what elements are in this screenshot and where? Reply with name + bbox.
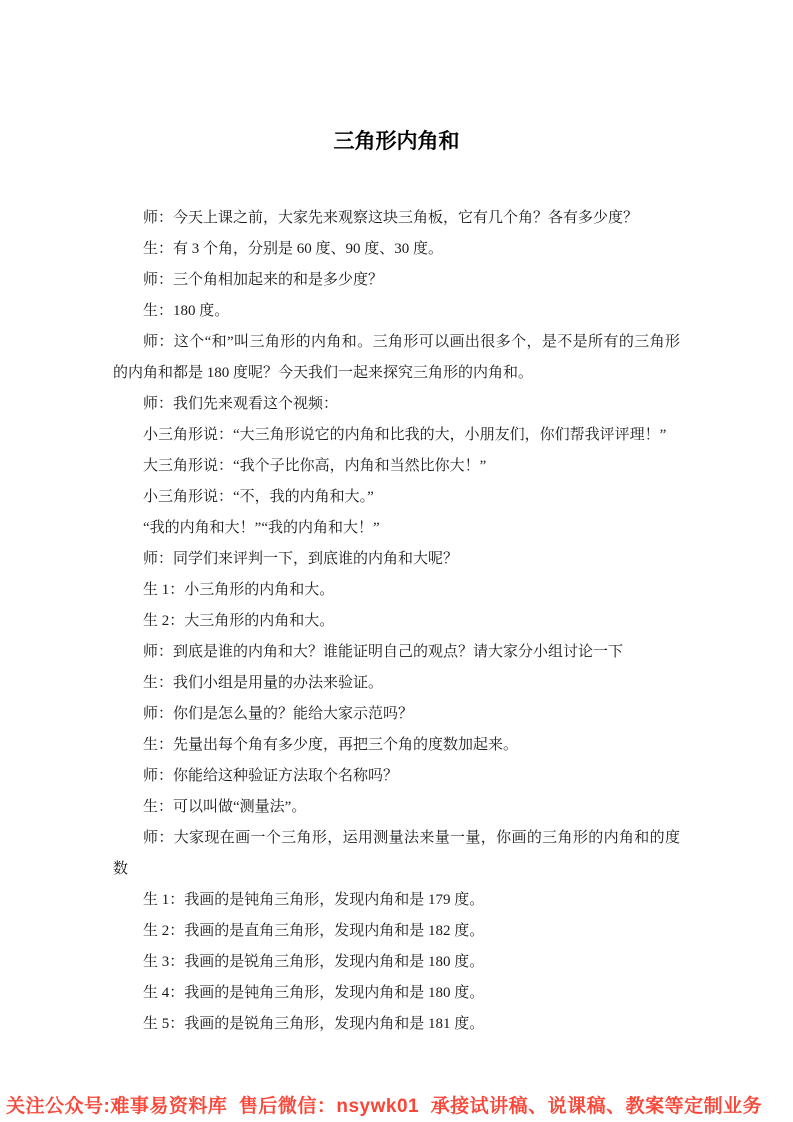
document-body [0, 203, 793, 1040]
paragraph: 师：我们先来观看这个视频： [143, 396, 339, 412]
paragraph: 生 3：我画的是锐角三角形，发现内角和是 180 度。 [143, 954, 485, 970]
paragraph: 师：大家现在画一个三角形，运用测量法来量一量，你画的三角形的内角和的度数 [113, 830, 680, 877]
paragraph: 生：我们小组是用量的办法来验证。 [143, 675, 384, 691]
paragraph: 生 4：我画的是钝角三角形，发现内角和是 180 度。 [143, 985, 485, 1001]
paragraph: 生 1：小三角形的内角和大。 [143, 582, 335, 598]
paragraph: 生：有 3 个角，分别是 60 度、90 度、30 度。 [143, 241, 444, 257]
paragraph: 生 2：我画的是直角三角形，发现内角和是 182 度。 [143, 923, 485, 939]
paragraph: 生：可以叫做“测量法”。 [143, 799, 307, 815]
paragraph: 师：你能给这种验证方法取个名称吗？ [143, 768, 399, 784]
paragraph: 师：同学们来评判一下，到底谁的内角和大呢？ [143, 551, 459, 567]
paragraph: 大三角形说：“我个子比你高，内角和当然比你大！” [143, 458, 487, 474]
paragraph: 小三角形说：“大三角形说它的内角和比我的大，小朋友们，你们帮我评评理！” [143, 427, 667, 443]
paragraph: “我的内角和大！”“我的内角和大！” [143, 520, 380, 536]
paragraph: 生 1：我画的是钝角三角形，发现内角和是 179 度。 [143, 892, 485, 908]
paragraph: 师：这个“和”叫三角形的内角和。三角形可以画出很多个，是不是所有的三角形的内角和都是 180 度呢？今天我们一起来探究三角形的内角和。 [113, 334, 680, 381]
paragraph: 小三角形说：“不，我的内角和大。” [143, 489, 374, 505]
paragraph: 师：三个角相加起来的和是多少度？ [143, 272, 384, 288]
paragraph: 师：今天上课之前，大家先来观察这块三角板，它有几个角？各有多少度？ [143, 210, 639, 226]
paragraph: 师：你们是怎么量的？能给大家示范吗？ [143, 706, 414, 722]
paragraph: 生 2：大三角形的内角和大。 [143, 613, 335, 629]
paragraph: 生 5：我画的是锐角三角形，发现内角和是 181 度。 [143, 1016, 485, 1032]
footer-text: 关注公众号:难事易资料库 售后微信：nsywk01 承接试讲稿、说课稿、教案等定制业务 [6, 1096, 763, 1117]
paragraph: 生：180 度。 [143, 303, 230, 319]
paragraph: 生：先量出每个角有多少度，再把三个角的度数加起来。 [143, 737, 519, 753]
page-title: 三角形内角和 [333, 129, 460, 153]
paragraph: 师：到底是谁的内角和大？谁能证明自己的观点？请大家分小组讨论一下 [143, 644, 624, 660]
